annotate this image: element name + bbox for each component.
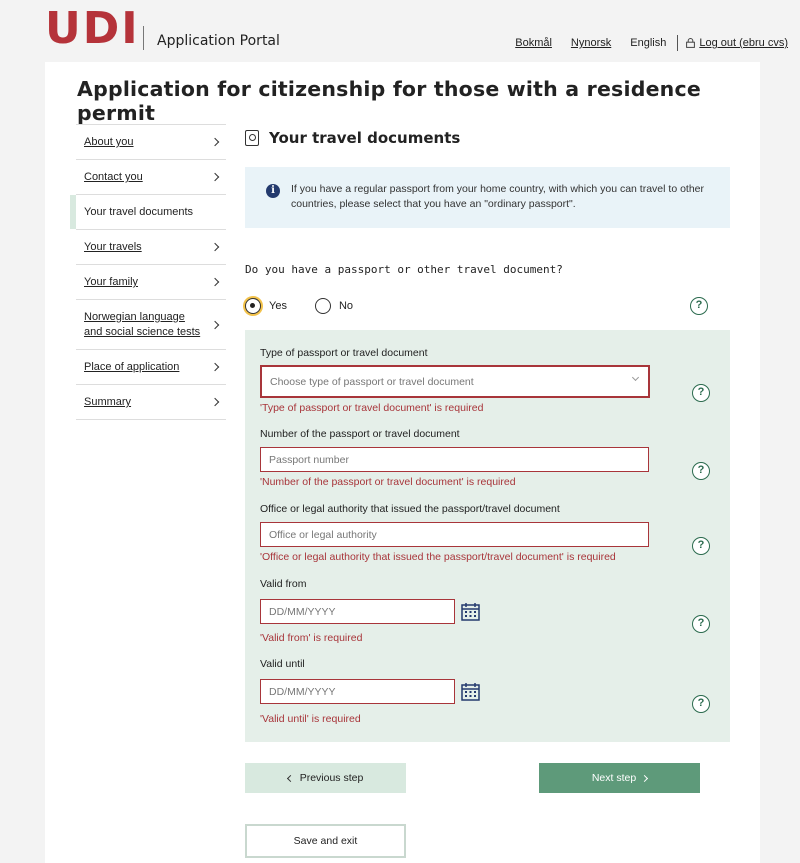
step-nav	[76, 124, 226, 420]
valid-until-input[interactable]	[260, 679, 455, 704]
next-step-button[interactable]	[539, 763, 700, 793]
nav-item-about-you[interactable]	[76, 125, 226, 160]
radio-no[interactable]	[315, 298, 353, 314]
chevron-left-icon	[287, 774, 294, 781]
nav-item-summary[interactable]	[76, 385, 226, 420]
valid-from-label: Valid from	[260, 578, 307, 590]
radio-yes[interactable]	[245, 298, 287, 314]
previous-step-label: Previous step	[299, 772, 364, 784]
passport-radio-group	[245, 298, 381, 314]
lang-bokmal-link[interactable]: Bokmål	[515, 37, 552, 49]
nav-item-label: Norwegian language and social science tests	[84, 310, 201, 338]
doc-number-error: 'Number of the passport or travel document' is required	[260, 476, 516, 488]
nav-item-label: Contact you	[84, 171, 143, 183]
page-title: Application for citizenship for those with a residence permit	[77, 77, 701, 125]
authority-placeholder: Office or legal authority	[269, 528, 377, 541]
calendar-icon[interactable]	[461, 602, 480, 621]
valid-until-error: 'Valid until' is required	[260, 713, 361, 725]
nav-item-your-travels[interactable]	[76, 230, 226, 265]
valid-until-label: Valid until	[260, 658, 305, 670]
chevron-down-icon	[632, 374, 639, 381]
doc-type-select[interactable]	[260, 365, 650, 398]
chevron-right-icon	[211, 173, 219, 181]
doc-type-label: Type of passport or travel document	[260, 347, 428, 359]
radio-label: No	[338, 300, 354, 312]
radio-button-checked[interactable]	[245, 298, 261, 314]
calendar-icon[interactable]	[461, 682, 480, 701]
save-and-exit-label: Save and exit	[293, 835, 358, 847]
section-header	[245, 129, 460, 147]
logout[interactable]	[686, 37, 788, 49]
nav-item-language-tests[interactable]	[76, 300, 226, 350]
help-icon[interactable]: ?	[692, 695, 710, 713]
save-and-exit-button[interactable]	[245, 824, 406, 858]
passport-number-placeholder: Passport number	[269, 453, 349, 466]
help-icon[interactable]: ?	[692, 537, 710, 555]
info-box	[245, 167, 730, 228]
valid-from-input[interactable]	[260, 599, 455, 624]
section-title: Your travel documents	[269, 129, 461, 147]
portal-title: Application Portal	[157, 33, 280, 49]
lock-icon	[686, 38, 695, 48]
chevron-right-icon	[211, 278, 219, 286]
top-bar	[0, 0, 800, 60]
nav-item-label: Your family	[84, 276, 139, 288]
top-links	[496, 35, 788, 51]
radio-button[interactable]	[315, 298, 331, 314]
help-icon[interactable]: ?	[690, 297, 708, 315]
chevron-right-icon	[211, 138, 219, 146]
next-step-label: Next step	[591, 772, 637, 784]
valid-from-placeholder: DD/MM/YYYY	[269, 605, 336, 618]
authority-error: 'Office or legal authority that issued the passport/travel document' is required	[260, 551, 616, 563]
lang-nynorsk-link[interactable]: Nynorsk	[570, 37, 612, 49]
radio-label: Yes	[269, 300, 287, 312]
nav-item-label: Your travels	[84, 241, 142, 253]
nav-item-label: Your travel documents	[84, 206, 194, 218]
help-icon[interactable]: ?	[692, 462, 710, 480]
valid-until-placeholder: DD/MM/YYYY	[269, 685, 336, 698]
chevron-right-icon	[211, 320, 219, 328]
divider	[677, 35, 678, 51]
passport-icon	[245, 130, 259, 146]
logout-link[interactable]: Log out (ebru cvs)	[699, 37, 788, 49]
nav-item-label: Summary	[84, 396, 132, 408]
info-text: If you have a regular passport from your home country, with which you can travel to other countries, please select that you have an "ordinary passport".	[291, 183, 705, 210]
chevron-right-icon	[211, 243, 219, 251]
chevron-right-icon	[641, 774, 648, 781]
passport-question: Do you have a passport or other travel document?	[245, 263, 563, 276]
passport-form	[245, 330, 730, 742]
nav-item-label: About you	[84, 136, 134, 148]
chevron-right-icon	[211, 398, 219, 406]
doc-number-label: Number of the passport or travel document	[260, 428, 460, 440]
nav-item-place-of-application[interactable]	[76, 350, 226, 385]
authority-label: Office or legal authority that issued the passport/travel document	[260, 503, 560, 515]
doc-type-error: 'Type of passport or travel document' is required	[260, 402, 484, 414]
main-card	[45, 62, 760, 863]
help-icon[interactable]: ?	[692, 615, 710, 633]
doc-type-placeholder: Choose type of passport or travel document	[270, 375, 474, 388]
chevron-right-icon	[211, 363, 219, 371]
lang-english-current: English	[630, 37, 667, 49]
nav-item-contact-you[interactable]	[76, 160, 226, 195]
help-icon[interactable]: ?	[692, 384, 710, 402]
nav-item-label: Place of application	[84, 361, 180, 373]
nav-item-your-family[interactable]	[76, 265, 226, 300]
logo-divider	[143, 26, 144, 50]
previous-step-button[interactable]	[245, 763, 406, 793]
info-icon: i	[266, 184, 280, 198]
passport-number-input[interactable]	[260, 447, 649, 472]
valid-from-error: 'Valid from' is required	[260, 632, 363, 644]
udi-logo[interactable]: UDI	[45, 3, 140, 54]
authority-input[interactable]	[260, 522, 649, 547]
nav-item-travel-documents	[76, 195, 226, 230]
